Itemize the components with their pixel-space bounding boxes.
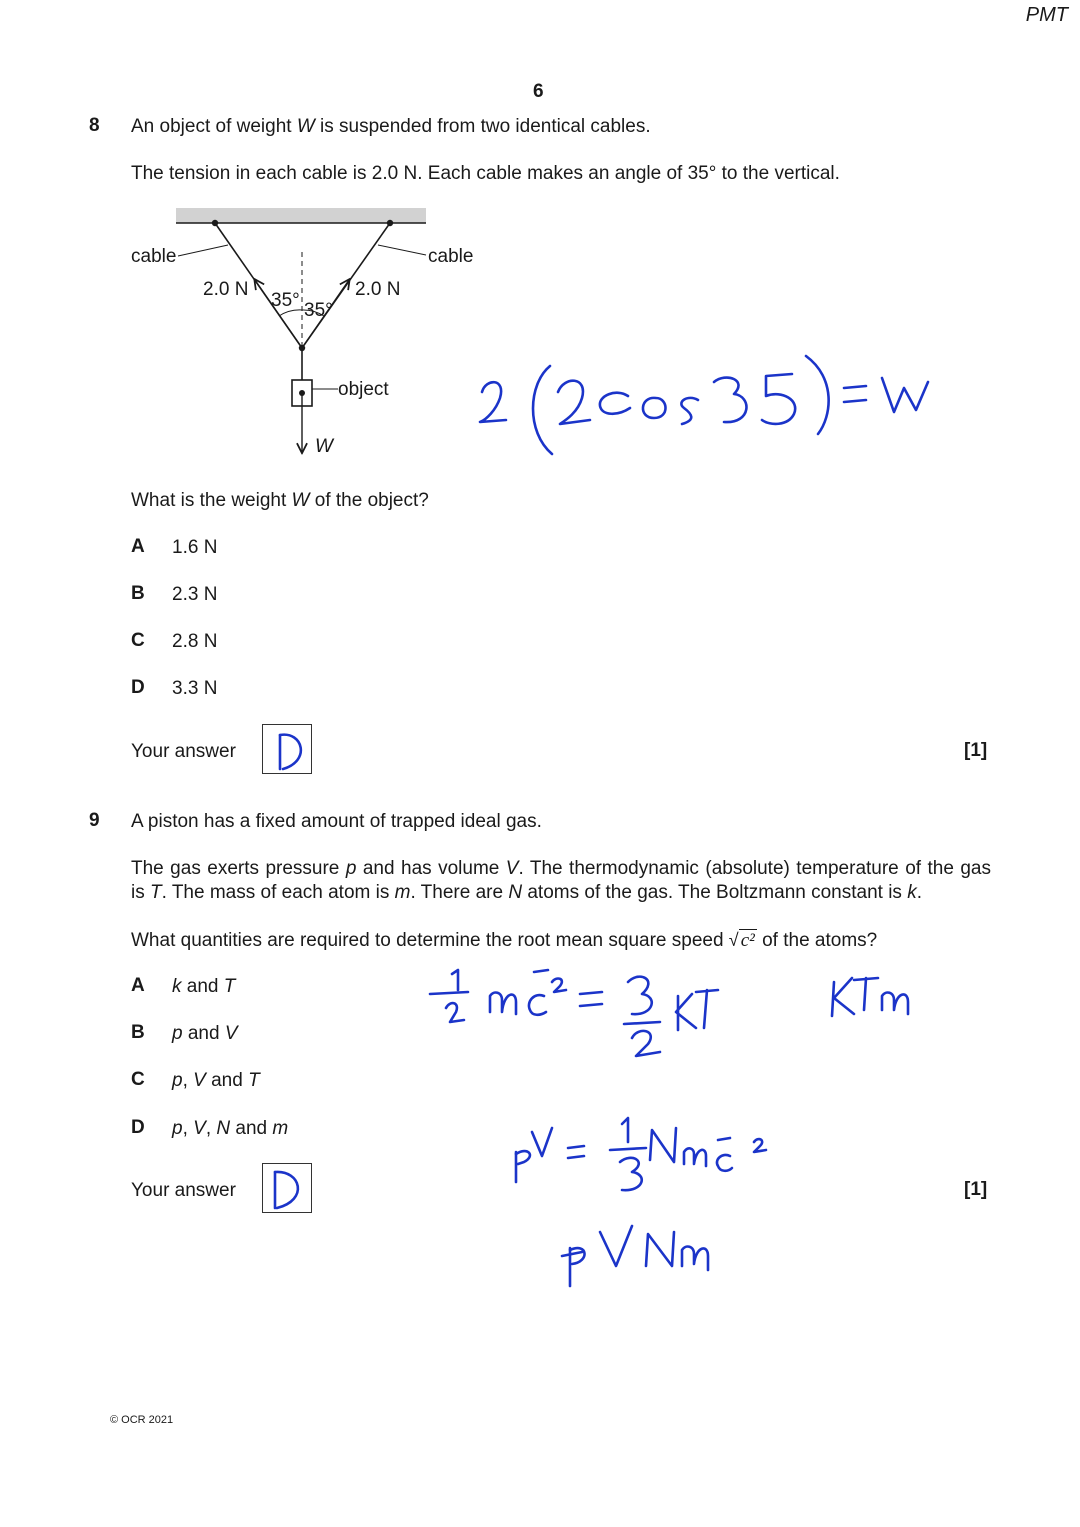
label-weight: W xyxy=(315,436,333,457)
option-letter: A xyxy=(131,975,145,996)
prompt-text: What quantities are required to determine the root mean square speed xyxy=(131,930,729,951)
para-text: and has volume xyxy=(356,858,506,879)
option-text: p, V and T xyxy=(172,1070,260,1091)
option-text: k and T xyxy=(172,976,236,997)
para-symbol: k xyxy=(907,882,917,903)
option-letter: C xyxy=(131,630,145,651)
prompt-symbol-w: W xyxy=(291,490,310,511)
copyright-footer: © OCR 2021 xyxy=(110,1414,174,1426)
question-9-paragraph xyxy=(131,857,991,905)
pmt-tag: PMT xyxy=(1025,4,1068,26)
q8-marks: [1] xyxy=(964,740,988,761)
rms-symbol: c² xyxy=(740,930,755,951)
option-letter: D xyxy=(131,677,145,698)
label-angle-right: 35° xyxy=(304,300,333,321)
option-letter: C xyxy=(131,1069,145,1090)
question-9-stem: A piston has a fixed amount of trapped ideal gas. xyxy=(131,811,542,832)
option-letter: A xyxy=(131,536,145,557)
para-symbol: N xyxy=(508,882,523,903)
para-text: The gas exerts pressure xyxy=(131,858,346,879)
q9-answer-label: Your answer xyxy=(131,1180,236,1201)
sqrt-sign: √ xyxy=(728,930,739,950)
question-8-stem xyxy=(131,115,651,139)
label-cable-right: cable xyxy=(428,246,474,267)
stem-text: An object of weight xyxy=(131,116,297,137)
stem-text: is suspended from two identical cables. xyxy=(314,116,651,137)
q8-answer-label: Your answer xyxy=(131,741,236,762)
q8-answer-box[interactable] xyxy=(262,724,312,774)
prompt-text: What is the weight xyxy=(131,490,292,511)
prompt-text: of the atoms? xyxy=(756,930,878,951)
option-text: 2.3 N xyxy=(172,584,218,605)
q8-handwritten-answer xyxy=(263,725,311,773)
cable-diagram xyxy=(120,200,500,470)
option-text: 2.8 N xyxy=(172,631,218,652)
para-symbol: T xyxy=(150,882,162,903)
stem-symbol-w: W xyxy=(296,116,315,137)
q9-handwritten-answer xyxy=(263,1164,311,1212)
option-letter: B xyxy=(131,583,145,604)
label-tension-left: 2.0 N xyxy=(203,279,249,300)
option-letter: D xyxy=(131,1117,145,1138)
right-cable-leader xyxy=(378,245,426,255)
option-text: 3.3 N xyxy=(172,678,218,699)
question-8-prompt xyxy=(131,489,429,513)
option-text: p and V xyxy=(172,1023,238,1044)
option-text: 1.6 N xyxy=(172,537,218,558)
para-text: . The thermodynamic (absolute) temperature of the gas is xyxy=(131,858,991,903)
left-cable-leader xyxy=(178,245,228,256)
page-number: 6 xyxy=(533,81,544,102)
para-text: . The mass of each atom is xyxy=(161,882,395,903)
para-text: . There are xyxy=(410,882,509,903)
option-letter: B xyxy=(131,1022,145,1043)
para-text: atoms of the gas. The Boltzmann constant is xyxy=(522,882,908,903)
handwritten-working-q9 xyxy=(420,960,940,1300)
question-8-line2: The tension in each cable is 2.0 N. Each cable makes an angle of 35° to the vertical. xyxy=(131,163,840,184)
label-cable-left: cable xyxy=(131,246,177,267)
para-symbol: p xyxy=(345,858,357,879)
question-9-number: 9 xyxy=(89,810,100,831)
prompt-text: of the object? xyxy=(309,490,429,511)
q9-marks: [1] xyxy=(964,1179,988,1200)
handwritten-working-q8 xyxy=(470,348,940,458)
label-tension-right: 2.0 N xyxy=(355,279,401,300)
q9-answer-box[interactable] xyxy=(262,1163,312,1213)
label-angle-left: 35° xyxy=(271,290,300,311)
question-9-prompt xyxy=(131,928,877,953)
para-symbol: m xyxy=(394,882,411,903)
question-8-number: 8 xyxy=(89,115,100,136)
para-symbol: V xyxy=(505,858,519,879)
option-text: p, V, N and m xyxy=(172,1118,289,1139)
para-text: . xyxy=(916,882,922,903)
label-object: object xyxy=(338,379,389,400)
